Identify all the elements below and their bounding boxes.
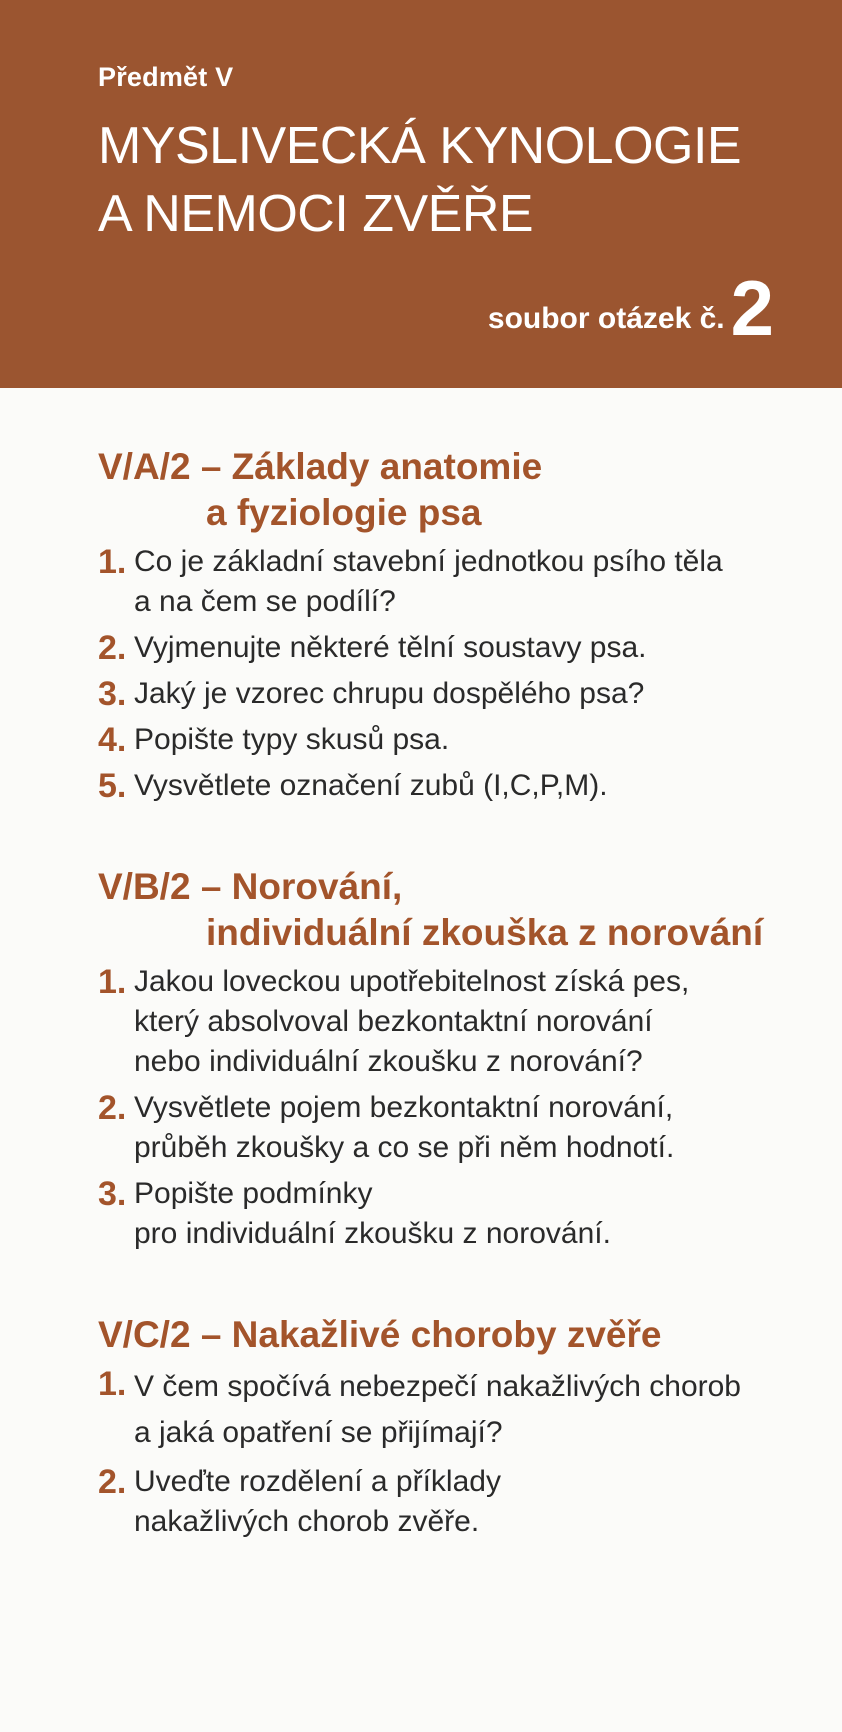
section-heading-line-1: V/C/2 – Nakažlivé choroby zvěře xyxy=(98,1314,662,1355)
question-text: Vysvětlete pojem bezkontaktní norování, průběh zkoušky a co se při něm hodnotí. xyxy=(134,1091,675,1164)
question-text: V čem spočívá nebezpečí nakažlivých chorob a jaká opatření se přijímají? xyxy=(134,1370,741,1449)
question-number: 2. xyxy=(98,629,127,667)
header-banner xyxy=(0,0,842,388)
set-number: 2 xyxy=(730,264,774,352)
question-text: Popište podmínky pro individuální zkoušku z norování. xyxy=(134,1177,611,1250)
question-number: 5. xyxy=(98,767,127,805)
question-number: 1. xyxy=(98,1365,127,1403)
question-item xyxy=(98,720,818,760)
question-set xyxy=(487,264,774,352)
question-text: Vysvětlete označení zubů (I,C,P,M). xyxy=(134,769,608,802)
question-number: 2. xyxy=(98,1089,127,1127)
question-item xyxy=(98,1364,818,1456)
question-number: 4. xyxy=(98,721,127,759)
question-text: Jakou loveckou upotřebitelnost získá pes, který absolvoval bezkontaktní norování nebo individuální zkoušku z norování? xyxy=(134,965,690,1078)
question-item xyxy=(98,1462,818,1542)
title-line-2: A NEMOCI ZVĚŘE xyxy=(98,185,534,243)
question-text: Vyjmenujte některé tělní soustavy psa. xyxy=(134,631,647,664)
section-heading xyxy=(98,1312,818,1358)
section-heading xyxy=(98,444,818,536)
subject-label: Předmět V xyxy=(98,62,234,92)
question-item xyxy=(98,766,818,806)
question-item xyxy=(98,628,818,668)
set-label: soubor otázek č. xyxy=(487,302,725,335)
question-item xyxy=(98,674,818,714)
section-heading-line-1: V/A/2 – Základy anatomie xyxy=(98,446,543,487)
question-item xyxy=(98,542,818,622)
question-number: 2. xyxy=(98,1463,127,1501)
question-item xyxy=(98,1088,818,1168)
section-c xyxy=(98,1312,818,1542)
question-text: Jaký je vzorec chrupu dospělého psa? xyxy=(134,677,645,710)
section-a xyxy=(98,444,818,806)
question-text: Uveďte rozdělení a příklady nakažlivých chorob zvěře. xyxy=(134,1465,501,1538)
question-item xyxy=(98,1174,818,1254)
question-number: 1. xyxy=(98,543,127,581)
section-heading-line-2: a fyziologie psa xyxy=(206,492,482,533)
section-b xyxy=(98,864,818,1254)
title-line-1: MYSLIVECKÁ KYNOLOGIE xyxy=(98,117,742,175)
section-heading-line-1: V/B/2 – Norování, xyxy=(98,866,403,907)
question-number: 1. xyxy=(98,963,127,1001)
question-number: 3. xyxy=(98,675,127,713)
question-text: Popište typy skusů psa. xyxy=(134,723,450,756)
section-heading xyxy=(98,864,818,956)
section-heading-line-2: individuální zkouška z norování xyxy=(206,912,764,953)
question-number: 3. xyxy=(98,1175,127,1213)
page-title xyxy=(98,112,741,248)
question-text: Co je základní stavební jednotkou psího těla a na čem se podílí? xyxy=(134,545,723,618)
question-item xyxy=(98,962,818,1082)
